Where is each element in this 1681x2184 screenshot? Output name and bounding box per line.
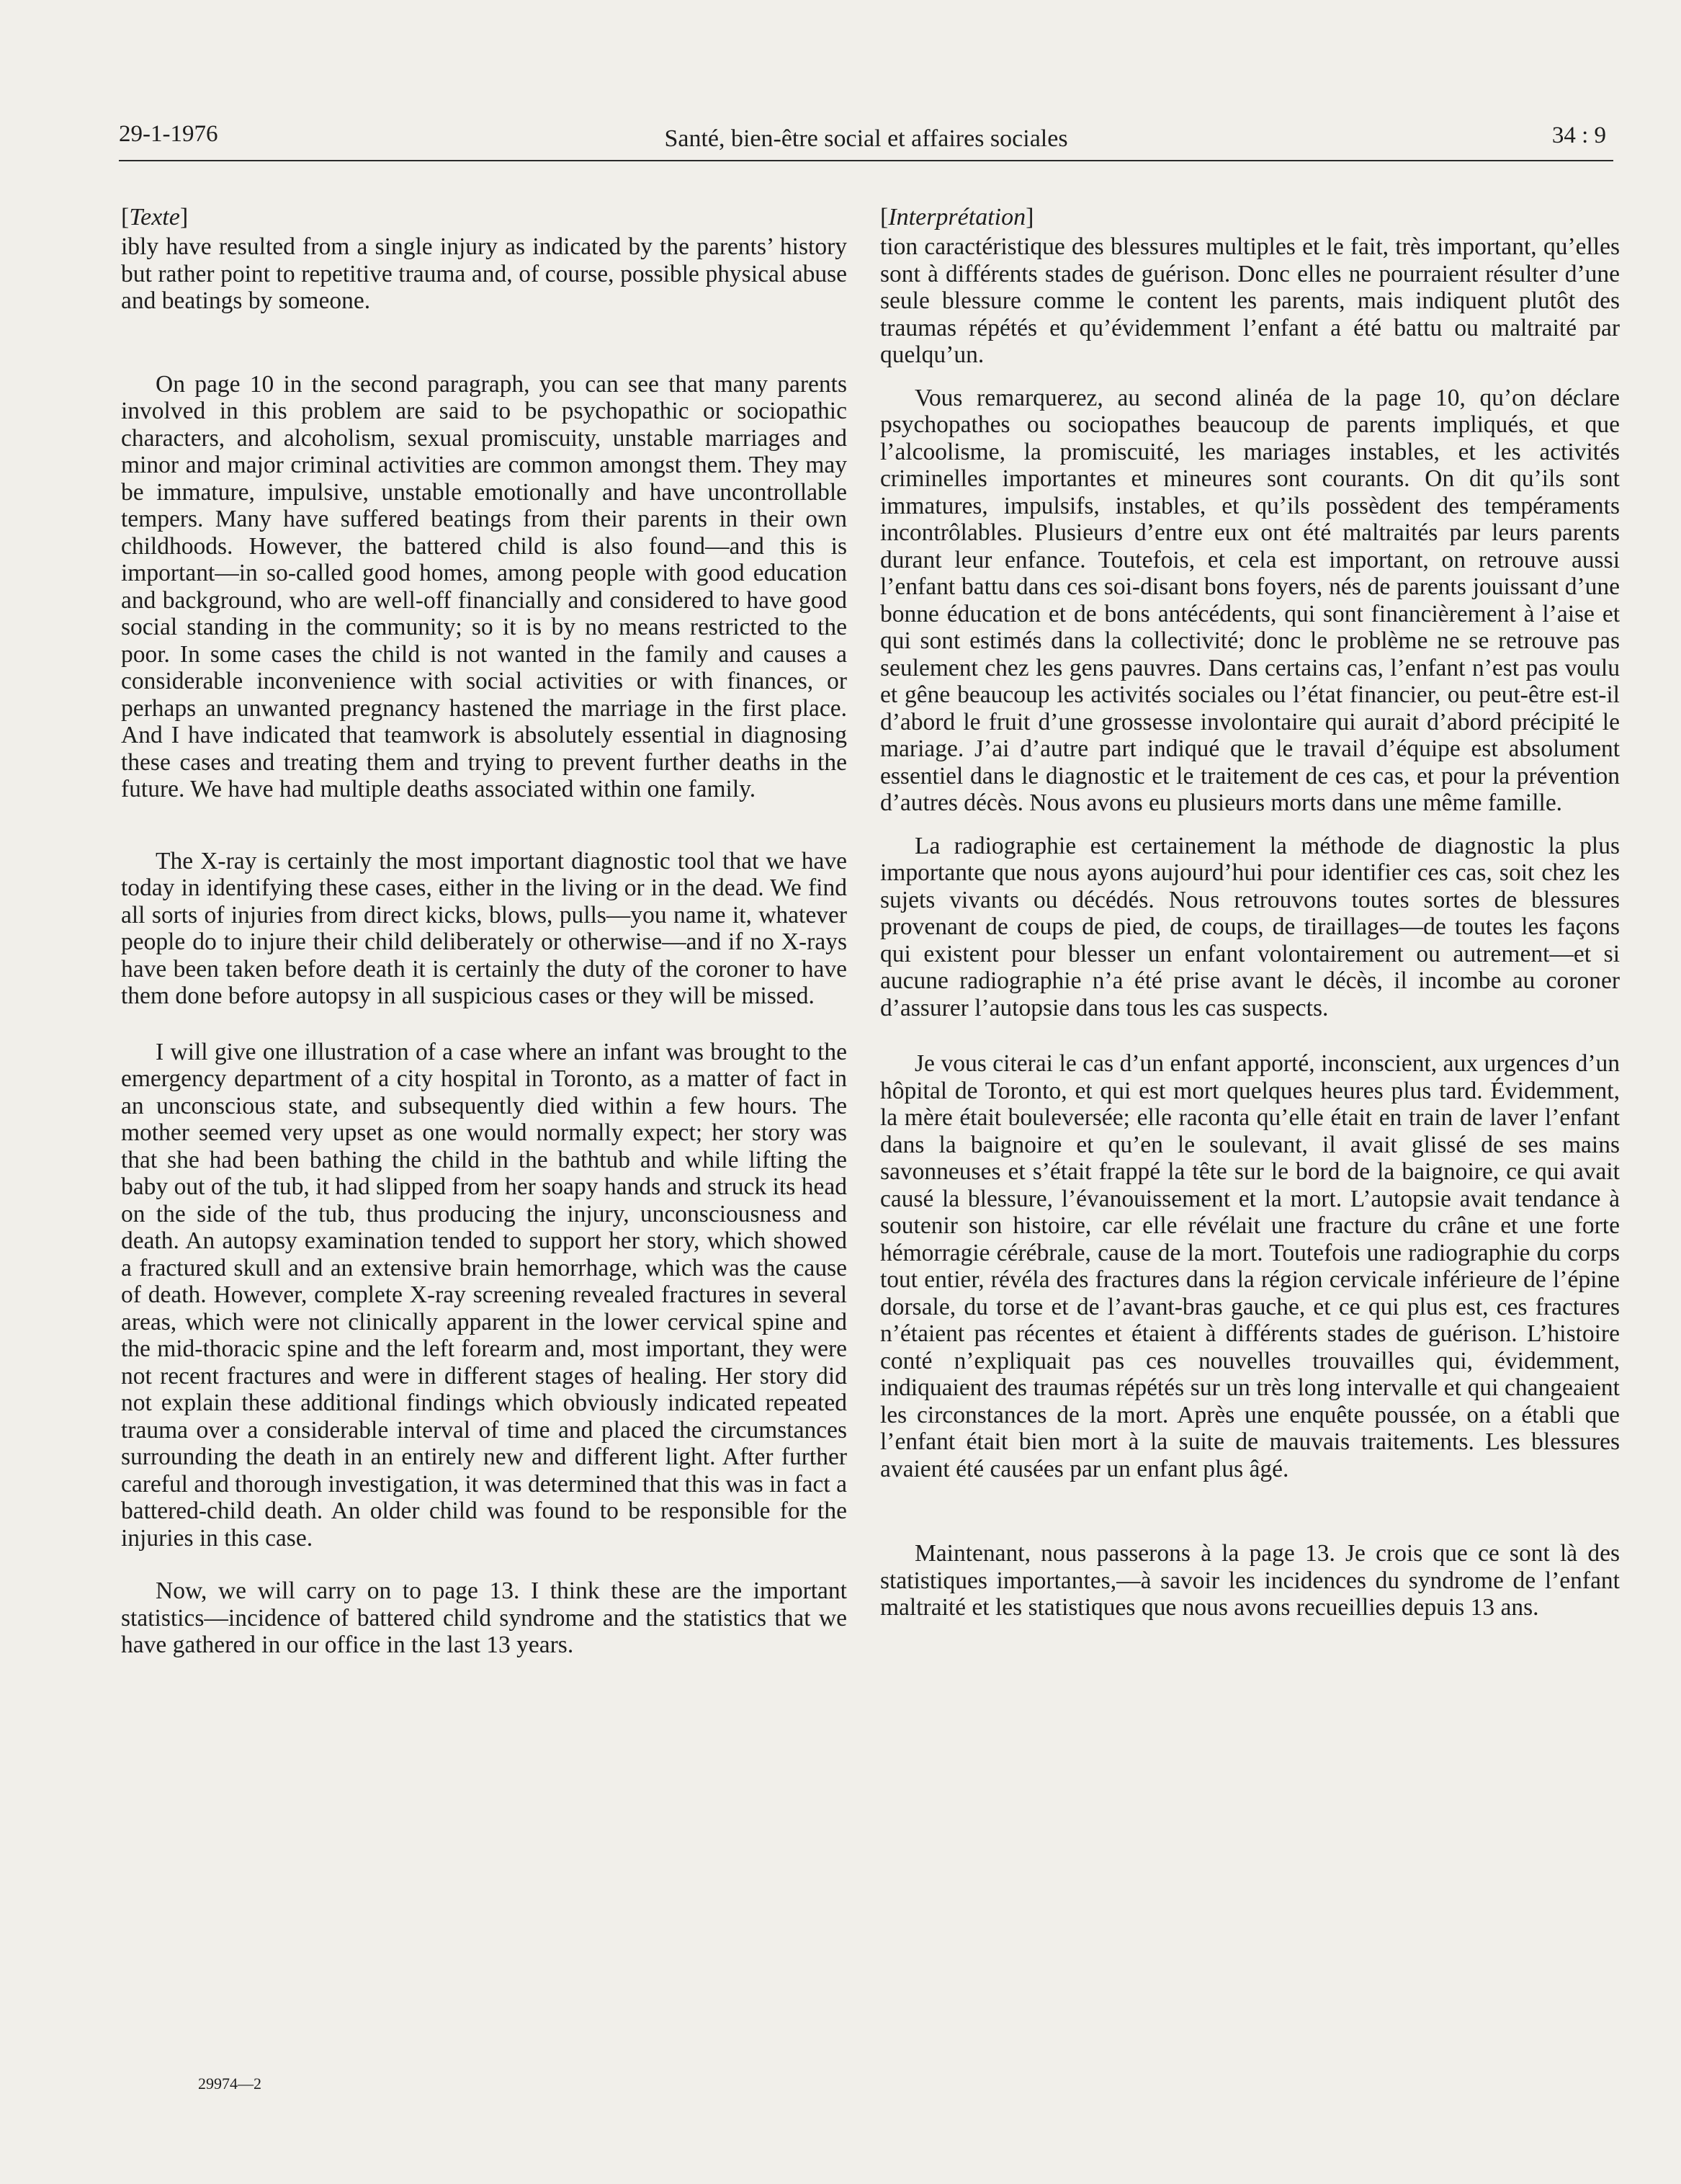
french-interpretation-column (880, 203, 1620, 1621)
header-date: 29-1-1976 (119, 121, 218, 147)
paragraph-fr-1: tion caractéristique des blessures multiples et le fait, très important, qu’elles sont à différents stades de guérison. Donc elles ne pourraient résulter d’une seule blessure comme le content les parents, mais indiquent plutôt des traumas répétés et qu’évidemment l’enfant a été battu ou maltraité par quelqu’un. (880, 233, 1620, 368)
column-label-interpretation: [Interprétation] (880, 204, 1034, 231)
paragraph-fr-3: La radiographie est certainement la méthode de diagnostic la plus importante que nous ayons aujourd’hui pour identifier ces cas, soit chez les sujets vivants ou décédés. Nous retrouvons toutes sortes de blessures provenant de coups de pied, de coups, de tiraillages—de toutes les façons qui existent pour blesser un enfant volontairement ou autrement—et si aucune radiographie n’a été prise avant le décès, il incombe au coroner d’assurer l’autopsie dans tous les cas suspects. (880, 832, 1620, 1021)
paragraph-en-5: Now, we will carry on to page 13. I think these are the important statistics—incidence of battered child syndrome and the statistics that we have gathered in our office in the last 13 years. (121, 1577, 847, 1658)
column-label-texte: [Texte] (121, 204, 189, 231)
column-label-text: Interprétation (888, 204, 1026, 231)
paragraph-fr-2: Vous remarquerez, au second alinéa de la page 10, qu’on déclare psychopathes ou sociopathes beaucoup de parents impliqués, et que l’alcoolisme, la promiscuité, les mariages instables, et les activités criminelles importantes et mineures sont courants. On dit qu’ils sont immatures, impulsifs, instables, et qu’ils possèdent des tempéraments incontrôlables. Plusieurs d’entre eux ont été maltraités par leurs parents durant leur enfance. Toutefois, et cela est important, on retrouve aussi l’enfant battu dans ces soi-disant bons foyers, nés de parents jouissant d’une bonne éducation et de bons antécédents, qui sont financièrement à l’aise et qui sont estimés dans la collectivité; donc le problème ne se retrouve pas seulement chez les gens pauvres. Dans certains cas, l’enfant n’est pas voulu et gêne beaucoup les activités sociales ou l’état financier, ou peut-être est-il d’abord le fruit d’une grossesse involontaire qui aurait d’abord précipité le mariage. J’ai d’autre part indiqué que le travail d’équipe est absolument essentiel dans le diagnostic et le traitement de ces cas, et pour la prévention d’autres décès. Nous avons eu plusieurs morts dans une même famille. (880, 384, 1620, 816)
paragraph-fr-4: Je vous citerai le cas d’un enfant apporté, inconscient, aux urgences d’un hôpital de Toronto, et qui est mort quelques heures plus tard. Évidemment, la mère était bouleversée; elle raconta qu’elle était en train de laver l’enfant dans la baignoire et qu’en le soulevant, il avait glissé de ses mains savonneuses et s’était frappé la tête sur le bord de la baignoire, ce qui avait causé la blessure, l’évanouissement et la mort. L’autopsie avait tendance à soutenir son histoire, car elle révélait une fracture du crâne et une forte hémorragie cérébrale, cause de la mort. Toutefois une radiographie du corps tout entier, révéla des fractures dans la région cervicale inférieure de l’épine dorsale, du torse et de l’avant-bras gauche, et ce qui plus est, ces fractures n’étaient pas récentes et étaient à différents stades de guérison. L’histoire conté n’expliquait pas ces nouvelles trouvailles qui, évidemment, indiquaient des traumas répétés sur un très long intervalle et qui changeaient les circonstances de la mort. Après une enquête poussée, on a établi que l’enfant était bien mort à la suite de mauvais traitements. Les blessures avaient été causées par un enfant plus âgé. (880, 1050, 1620, 1482)
paragraph-en-3: The X-ray is certainly the most important diagnostic tool that we have today in identifying these cases, either in the living or in the dead. We find all sorts of injuries from direct kicks, blows, pulls—you name it, whatever people do to injure their child deliberately or otherwise—and if no X-rays have been taken before death it is certainly the duty of the coroner to have them done before autopsy in all suspicious cases or they will be missed. (121, 847, 847, 1009)
column-label-text: Texte (129, 204, 180, 231)
header-title: Santé, bien-être social et affaires sociales (664, 125, 1068, 152)
header-page-number: 34 : 9 (1551, 122, 1606, 148)
english-text-column (121, 203, 847, 1659)
paragraph-fr-5: Maintenant, nous passerons à la page 13. Je crois que ce sont là des statistiques importantes,—à savoir les incidences du syndrome de l’enfant maltraité et les statistiques que nous avons recueillies depuis 13 ans. (880, 1540, 1620, 1621)
print-job-code: 29974—2 (198, 2075, 261, 2093)
page-header (119, 117, 1613, 161)
paragraph-en-2: On page 10 in the second paragraph, you can see that many parents involved in this problem are said to be psychopathic or sociopathic characters, and alcoholism, sexual promiscuity, unstable marriages and minor and major criminal activities are common amongst them. They may be immature, impulsive, unstable emotionally and have uncontrollable tempers. Many have suffered beatings from their parents in their own childhoods. However, the battered child is also found—and this is important—in so-called good homes, among people with good education and background, who are well-off financially and considered to have good social standing in the community; so it is by no means restricted to the poor. In some cases the child is not wanted in the family and causes a considerable inconvenience with social activities or with finances, or perhaps an unwanted pregnancy hastened the marriage in the first place. And I have indicated that teamwork is absolutely essential in diagnosing these cases and treating them and trying to prevent further deaths in the future. We have had multiple deaths associated within one family. (121, 370, 847, 802)
paragraph-en-1: ibly have resulted from a single injury as indicated by the parents’ history but rather point to repetitive trauma and, of course, possible physical abuse and beatings by someone. (121, 233, 847, 314)
paragraph-en-4: I will give one illustration of a case where an infant was brought to the emergency department of a city hospital in Toronto, as a matter of fact in an unconscious state, and subsequently died within a few hours. The mother seemed very upset as one would normally expect; her story was that she had been bathing the child in the bathtub and while lifting the baby out of the tub, it had slipped from her soapy hands and struck its head on the side of the tub, thus producing the injury, unconsciousness and death. An autopsy examination tended to support her story, which showed a fractured skull and an extensive brain hemorrhage, which was the cause of death. However, complete X-ray screening revealed fractures in several areas, which were not clinically apparent in the lower cervical spine and the mid-thoracic spine and the left forearm and, most important, they were not recent fractures and were in different stages of healing. Her story did not explain these additional findings which obviously indicated repeated trauma over a considerable interval of time and placed the circumstances surrounding the death in an entirely new and different light. After further careful and thorough investigation, it was determined that this was in fact a battered-child death. An older child was found to be responsible for the injuries in this case. (121, 1038, 847, 1552)
